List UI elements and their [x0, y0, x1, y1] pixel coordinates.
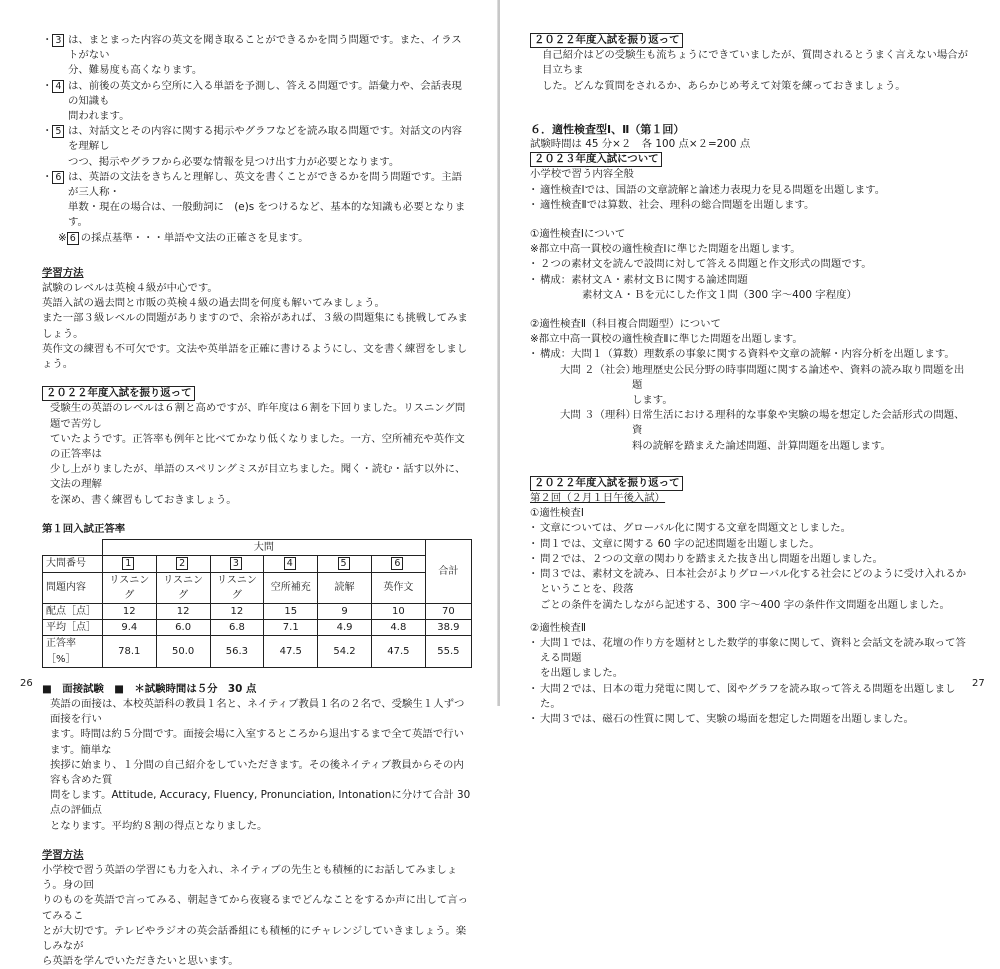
table-row: 正答率［%］ 78.1 50.0 56.3 47.5 54.2 47.5 55.5 — [43, 636, 472, 667]
list-item: ・ 問１では、文章に関する 60 字の記述問題を出題しました。 — [530, 537, 970, 552]
right-page — [500, 0, 1000, 725]
list-item: ・ 問３では、素材文を読み、日本社会がよりグローバル化する社会にどのように受け入れるかということを、段落 ごとの条件を満たしながら記述する、300 字～400 字の条件作文問題を出題しました。 — [530, 567, 970, 613]
study-method-heading-2: 学習方法 — [42, 848, 84, 861]
exam-item-6: ・ 6 は、英語の文法をきちんと理解し、英文を書くことができるかを問う問題です。主語が三人称・ 単数・現在の場合は、一般動詞に (e)s をつけるなど、基本的な知識も必要となります。 — [42, 170, 466, 229]
list-item: ・ 文章については、グローバル化に関する文章を問題文としました。 — [530, 521, 970, 536]
table-row: 平均［点］ 9.4 6.0 6.8 7.1 4.9 4.8 38.9 — [43, 620, 472, 636]
r2-k1-title: ①適性検査Ⅰ — [530, 507, 584, 520]
page-number-right: 27 — [972, 678, 985, 689]
boxed-number: 6 — [52, 171, 64, 184]
boxed-number: 5 — [52, 125, 64, 138]
list-item: ・ 大問２では、日本の電力発電に関して、図やグラフを読み取って答える問題を出題しました。 — [530, 682, 970, 712]
review-heading-top: ２０２２年度入試を振り返って — [530, 33, 683, 48]
list-item: ・ 問２では、２つの文章の関わりを踏まえた抜き出し問題を出題しました。 — [530, 552, 970, 567]
k1-note: ※都立中高一貫校の適性検査Ⅰに準じた問題を出題します。 — [530, 243, 801, 256]
y2023-heading: ２０２３年度入試について — [530, 152, 662, 167]
round2-label: 第２回（２月１日午後入試） — [530, 492, 666, 505]
total-header: 合計 — [425, 540, 471, 604]
list-item: ・ 大問３では、磁石の性質に関して、実験の場面を想定した問題を出題しました。 — [530, 712, 970, 727]
k2-note: ※都立中高一貫校の適性検査Ⅱに準じた問題を出題します。 — [530, 333, 803, 346]
k1-sub: 素材文Ａ・Ｂを元にした作文１問（300 字～400 字程度） — [582, 288, 857, 301]
table-row: 問題内容 リスニング リスニング リスニング 空所補充 読解 英作文 — [43, 572, 472, 603]
interview-text: 英語の面接は、本校英語科の教員１名と、ネイティブ教員１名の２名で、受験生１人ずつ面接を行い ます。時間は約５分間です。面接会場に入室するところから退出するまで全て英語で行います。簡単な 挨拶に始まり、１分間の自己紹介をしていただきます。その後ネイティブ教員からその内容も含めた質 問をします。Attitude, Accuracy, Fluency, Pronunciation, Intonationに分けて合計 30 点の評価点 となります。平均約８割の得点となりました。 — [50, 697, 471, 832]
exam-time: 試験時間は 45 分×２ 各 100 点×２=200 点 — [530, 138, 751, 151]
table-row: 大問番号 1 2 3 4 5 6 — [43, 556, 472, 572]
list-item: ・ 構成：大問１（算数）理数系の事象に関する資料や文章の読解・内容分析を出題します。 — [530, 347, 970, 362]
score-table — [42, 539, 472, 668]
left-page — [0, 0, 498, 968]
group-header: 大問 — [102, 540, 425, 556]
exam-item-3: ・ 3 は、まとまった内容の英文を聞き取ることができるかを問う問題です。また、イラストがない 分、難易度も高くなります。 — [42, 34, 462, 77]
k1-title: ①適性検査Ⅰについて — [530, 228, 626, 241]
list-item: ・ 適性検査Ⅱでは算数、社会、理科の総合問題を出題します。 — [530, 198, 970, 213]
interview-heading: ■ 面接試験 ■ ＊試験時間は５分 30 点 — [42, 682, 257, 695]
study-method-text-2: 小学校で習う英語の学習にも力を入れ、ネイティブの先生とも積極的にお話してみましょう。身の回 りのものを英語で言ってみる、朝起きてから夜寝るまでどんなことをするか声に出して言ってみるこ とが大切です。テレビやラジオの英会話番組にも積極的にチャレンジしていきましょう。楽しみなが ら英語を学んでいただきたいと思います。 — [42, 863, 469, 968]
k2-q2: 大問 ２（社会） 地理歴史公民分野の時事問題に関する論述や、資料の読み取り問題を出題 します。 — [560, 363, 965, 407]
boxed-number: 3 — [52, 34, 64, 47]
r2-k2-title: ②適性検査Ⅱ — [530, 621, 586, 634]
review-top-text: 自己紹介はどの受験生も流ちょうにできていましたが、質問されるとうまく言えない場合が目立ちま した。どんな質問をされるか、あらかじめ考えて対策を練っておきましょう。 — [542, 49, 969, 92]
list-item: ・ ２つの素材文を読んで設問に対して答える問題と作文形式の問題です。 — [530, 257, 970, 272]
table-row: 配点［点］ 12 12 12 15 9 10 70 — [43, 603, 472, 619]
boxed-number: 4 — [52, 80, 64, 93]
list-item: ・ 適性検査Ⅰでは、国語の文章読解と論述力表現力を見る問題を出題します。 — [530, 183, 970, 198]
study-method-text: 試験のレベルは英検４級が中心です。 英語入試の過去問と市販の英検４級の過去問を何度も解いてみましょう。 また一部３級レベルの問題がありますので、余裕があれば、３級の問題集にも挑戦してみましょう。 英作文の練習も不可欠です。文法や英単語を正確に書けるようにし、文を書く練習をしましょう。 — [42, 282, 468, 371]
page-number-left: 26 — [20, 678, 33, 689]
review-text: 受験生の英語のレベルは６割と高めですが、昨年度は６割を下回りました。リスニング問題で苦労し ていたようです。正答率も例年と比べてかなり低くなりました。一方、空所補充や英作文の正答率は 少し上がりましたが、単語のスペリングミスが目立ちました。聞く・読む・話す以外に、文法の理解 を深め、書く練習もしておきましょう。 — [50, 402, 466, 506]
y2023-intro: 小学校で習う内容全般 — [530, 168, 634, 181]
review-heading: ２０２２年度入試を振り返って — [42, 386, 195, 401]
table-title: 第１回入試正答率 — [42, 522, 126, 535]
exam-item-5: ・ 5 は、対話文とその内容に関する掲示やグラフなどを読み取る問題です。対話文の内容を理解し つつ、掲示やグラフから必要な情報を見つけ出す力が必要となります。 — [42, 125, 463, 168]
section-title: ６．適性検査型Ⅰ、Ⅱ（第１回） — [530, 122, 685, 136]
review2-heading: ２０２２年度入試を振り返って — [530, 476, 683, 491]
exam-item-4: ・ 4 は、前後の英文から空所に入る単語を予測し、答える問題です。語彙力や、会話表現の知識も 問われます。 — [42, 79, 462, 123]
k2-title: ②適性検査Ⅱ（科目複合問題型）について — [530, 318, 721, 331]
right-page-content — [530, 33, 970, 727]
study-method-heading: 学習方法 — [42, 266, 84, 279]
list-item: ・ 構成：素材文Ａ・素材文Ｂに関する論述問題 — [530, 273, 970, 288]
left-page-content — [42, 33, 472, 969]
list-item: ・ 大問１では、花壇の作り方を題材とした数学的事象に関して、資料と会話文を読み取って答える問題 を出題しました。 — [530, 636, 970, 682]
scoring-note: ※ 6 の採点基準・・・単語や文法の正確さを見ます。 — [58, 231, 309, 244]
k2-q3: 大問 ３（理科） 日常生活における理科的な事象や実験の場を想定した会話形式の問題、資 料の読解を踏まえた論述問題、計算問題を出題します。 — [560, 409, 965, 452]
